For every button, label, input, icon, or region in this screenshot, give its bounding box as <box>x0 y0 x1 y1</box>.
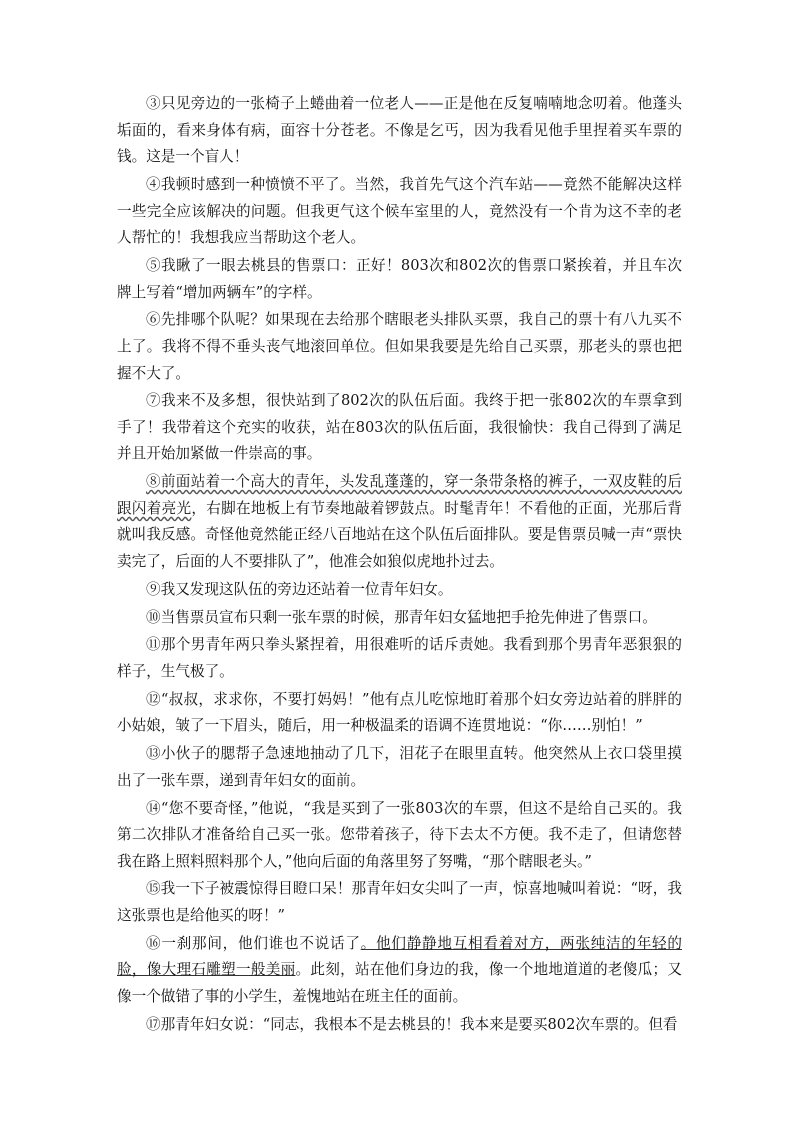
paragraph-9-text: ⑨我又发现这队伍的旁边还站着一位青年妇女。 <box>146 580 453 598</box>
paragraph-4-text: ④我顿时感到一种愤愤不平了。当然，我首先气这个汽车站——竟然不能解决这样一些完全应该解决的问题。但我更气这个候车室里的人，竟然没有一个肯为这不幸的老人帮忙的！我想我应当帮助这个老人。 <box>117 175 682 247</box>
paragraph-8-text: ，右脚在地板上有节奏地敲着锣鼓点。时髦青年！不看他的正面，光那后背就叫我反感。奇怪他竟然能正经八百地站在这个队伍后面排队。要是售票员喊一声“票快卖完了，后面的人不要排队了”，他准会如狼似虎地扑过去。 <box>117 499 682 571</box>
paragraph-6 <box>117 307 682 387</box>
document-page <box>117 91 682 1040</box>
paragraph-10 <box>117 605 682 632</box>
paragraph-17 <box>117 1012 682 1039</box>
paragraph-5-text: ⑤我瞅了一眼去桃县的售票口：正好！803次和802次的售票口紧挨着，并且车次牌上写着“增加两辆车”的字样。 <box>117 256 682 301</box>
paragraph-3 <box>117 91 682 171</box>
paragraph-9 <box>117 577 682 604</box>
paragraph-17-text: ⑰那青年妇女说：“同志，我根本不是去桃县的！我本来是要买802次车票的。但看 <box>146 1015 678 1033</box>
paragraph-15-text: ⑮我一下子被震惊得目瞪口呆！那青年妇女尖叫了一声，惊喜地喊叫着说：“呀，我这张票也是给他买的呀！” <box>117 880 682 925</box>
paragraph-16-text-start: ⑯一刹那间，他们谁也不说话了 <box>146 934 361 952</box>
paragraph-5 <box>117 253 682 306</box>
paragraph-8-wavy-underlined-text: ⑧前面站着一个高大的青年，头发乱蓬蓬的，穿一条带条格的裤子，一双皮鞋的后跟闪着亮光 <box>117 473 682 517</box>
paragraph-8 <box>117 469 682 575</box>
paragraph-15 <box>117 876 682 929</box>
paragraph-16 <box>117 931 682 1011</box>
paragraph-16-underlined-text: 。他们静静地互相看着对方，两张纯洁的年轻的脸，像大理石雕塑一般美丽 <box>117 934 682 979</box>
paragraph-12 <box>117 687 682 740</box>
paragraph-10-text: ⑩当售票员宣布只剩一张车票的时候，那青年妇女猛地把手抢先伸进了售票口。 <box>146 608 657 626</box>
paragraph-11-text: ⑪那个男青年两只拳头紧捏着，用很难听的话斥责她。我看到那个男青年恶狠狠的样子，生气极了。 <box>117 636 682 680</box>
paragraph-14 <box>117 796 682 876</box>
paragraph-7 <box>117 388 682 468</box>
paragraph-16-text-end: 。此刻，站在他们身边的我，像一个地地道道的老傻瓜；又像一个做错了事的小学生，羞愧地站在班主任的面前。 <box>117 961 682 1006</box>
paragraph-13 <box>117 741 682 794</box>
paragraph-3-text: ③只见旁边的一张椅子上蜷曲着一位老人——正是他在反复喃喃地念叨着。他蓬头垢面的，看来身体有病，面容十分苍老。不像是乞丐，因为我看见他手里捏着买车票的钱。这是一个盲人！ <box>117 95 682 166</box>
paragraph-11 <box>117 632 682 685</box>
paragraph-7-text: ⑦我来不及多想，很快站到了802次的队伍后面。我终于把一张802次的车票拿到手了！我带着这个充实的收获，站在803次的队伍后面，我很愉快：我自己得到了满足并且开始加紧做一件崇高的事。 <box>117 392 682 463</box>
paragraph-4 <box>117 172 682 252</box>
paragraph-14-text: ⑭“您不要奇怪，”他说，“我是买到了一张803次的车票，但这不是给自己买的。我第二次排队才准备给自己买一张。您带着孩子，待下去太不方便。我不走了，但请您替我在路上照料照料那个人，”他向后面的角落里努了努嘴，“那个瞎眼老头。” <box>117 799 682 870</box>
paragraph-6-text: ⑥先排哪个队呢？如果现在去给那个瞎眼老头排队买票，我自己的票十有八九买不上了。我将不得不垂头丧气地滚回单位。但如果我要是先给自己买票，那老头的票也把握不大了。 <box>117 311 682 382</box>
paragraph-13-text: ⑬小伙子的腮帮子急速地抽动了几下，泪花子在眼里直转。他突然从上衣口袋里摸出了一张车票，递到青年妇女的面前。 <box>117 745 682 789</box>
paragraph-12-text: ⑫“叔叔，求求你，不要打妈妈！”他有点儿吃惊地盯着那个妇女旁边站着的胖胖的小姑娘，皱了一下眉头，随后，用一种极温柔的语调不连贯地说：“你……别怕！” <box>117 690 682 735</box>
